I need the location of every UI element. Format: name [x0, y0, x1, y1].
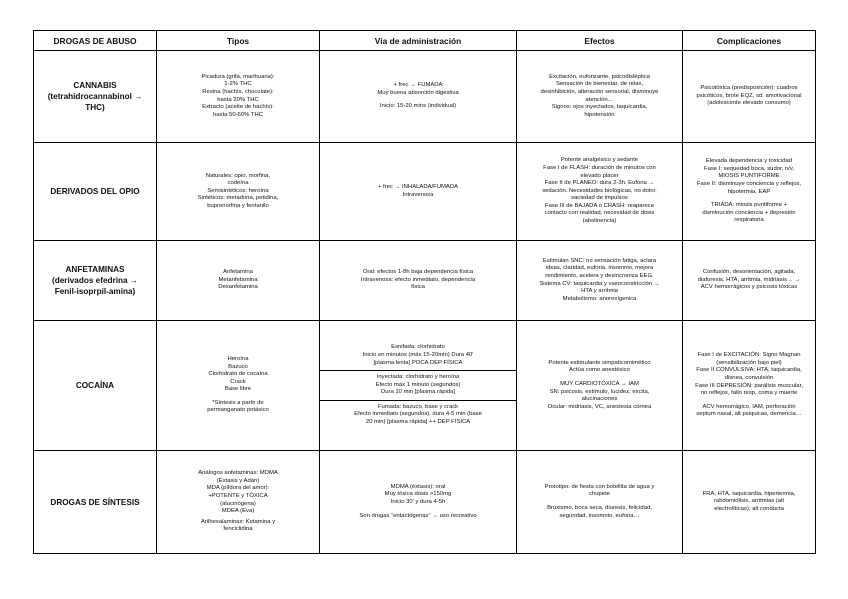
text-line: Confusión, desorientación, agitada, [702, 269, 796, 276]
route-anfetaminas [320, 241, 517, 321]
text-line: hasta 20% THC [217, 96, 259, 103]
text-line: Fase III DEPRESIÓN: parálisis muscular, [695, 382, 803, 389]
text-line: Picadura (grifa, marihuana): [201, 73, 275, 80]
text-line: Muy tóxica dosis >150mg [384, 491, 452, 498]
text-line: Ocular: midriasis, VC, anestesia córnea [547, 403, 652, 410]
text-line: + frec → FUMADA [393, 82, 443, 89]
text-line: Excitación, euforizante, psicodisléptica [549, 73, 650, 80]
text-line: seguridad, insomnio, euforia… [559, 512, 640, 519]
text-line: buprenorfina y fentanilo [207, 202, 269, 209]
text-line: física [411, 284, 425, 291]
text-line: Metabolismo: anorexígenica [562, 295, 637, 302]
text-line: disminución conciencia + depresión [702, 209, 796, 216]
text-line: Resina (hachís, chocolate): [202, 88, 274, 95]
text-line: sedación. Necesidades biológicas, no dolor, [542, 187, 657, 194]
text-line: Signos: ojos inyectados, taquicardia, [551, 104, 648, 111]
effects-opio [517, 143, 683, 241]
text-line: Prototipo: de fiesta con botellita de agua y [544, 483, 655, 490]
complications-cocaina [683, 321, 816, 451]
text-line: respiratoria [734, 217, 764, 224]
text-line: elevado placer [580, 172, 619, 179]
text-line: HTA y arritmia [581, 288, 618, 295]
text-line: MUY CARDIOTÓXICA → IAM [560, 380, 639, 387]
header-types: Tipos [157, 31, 320, 51]
text-line: (Éxtasis y Adán) [216, 477, 260, 484]
text-line: alucinaciones [581, 396, 618, 403]
text-line: (sensibilización bajo piel) [716, 359, 782, 366]
text-line: (adolescente elevado consumo) [707, 100, 791, 107]
text-line: codeína [227, 180, 249, 187]
text-line: septum nasal, alt psiquicas, demencia… [696, 411, 802, 418]
row-opio [34, 143, 816, 241]
route-cocaina-smoked [320, 401, 516, 430]
text-line: Psicotóxica (predisposición): cuadros [700, 85, 798, 92]
text-line: Análogos anfetaminas: MDMA [198, 470, 278, 477]
route-cannabis [320, 51, 517, 143]
text-line: Extracto (aceite de hachís): [202, 104, 274, 111]
text-line: MDEA (Eva) [221, 508, 255, 515]
text-line: Bazuco [228, 363, 248, 370]
text-line: no reflejos, fallo resp, coma y muerte [700, 390, 798, 397]
text-line: diaforesis, HTA, arritmia, midriasis… → [697, 276, 801, 283]
text-line: hipotensión [584, 111, 615, 118]
types-sintesis [157, 451, 320, 554]
drug-name-cocaina [34, 321, 157, 451]
header-route: Vía de administración [320, 31, 517, 51]
row-anfetaminas [34, 241, 816, 321]
text-line: *Síntesis a partir de [212, 399, 264, 406]
text-line: TRIADA: miosis puntiforme + [710, 202, 788, 209]
text-line: ACV hemorrágicos y psicosis tóxicas [700, 284, 798, 291]
row-cannabis [34, 51, 816, 143]
complications-anfetaminas [683, 241, 816, 321]
header-complications: Complicaciones [683, 31, 816, 51]
types-cocaina [157, 321, 320, 451]
text-line: psicóticos, brote EQZ, sd. amotivacional [696, 92, 802, 99]
header-drugs: DROGAS DE ABUSO [34, 31, 157, 51]
route-opio [320, 143, 517, 241]
types-opio [157, 143, 320, 241]
text-line: 1-2% THC [224, 81, 252, 88]
text-line: Crack [230, 378, 246, 385]
text-line: (tetrahidrocannabinol → [47, 92, 143, 101]
text-line: DERIVADOS DEL OPIO [50, 187, 140, 196]
text-line: ACV hemorrágico, IAM, perforación [702, 403, 796, 410]
types-anfetaminas [157, 241, 320, 321]
text-line: Fumada: bazuco, base y crack [377, 403, 459, 410]
text-line: Efecto máx 1 minuto (segundos) [375, 381, 461, 388]
text-line: Fase II: disminuye conciencia y reflejos, [696, 180, 802, 187]
text-line: electrolíticas), alt conducta [714, 505, 784, 512]
text-line: Estimulan SNC: no sensación fatiga, aclara [542, 257, 657, 264]
text-line: desinhibición, alteración sensorial, disminuye [540, 88, 659, 95]
text-line: Naturales: opio, morfina, [205, 172, 271, 179]
text-line: DROGAS DE SÍNTESIS [50, 497, 140, 507]
text-line: hasta 50-60% THC [213, 111, 263, 118]
text-line: Metanfetamina [218, 276, 258, 283]
text-line: [plasma lenta] POCA DEP FÍSICA [373, 359, 463, 366]
text-line: permanganato potásico [207, 407, 269, 414]
text-line: Inicio 30' y dura 4-5h [390, 499, 446, 505]
text-line: saciedad de impulsos [571, 195, 628, 202]
text-line: rabdomiólisis, arritmias (alt [713, 498, 785, 505]
effects-sintesis [517, 451, 683, 554]
text-line: Dexanfetamina [218, 284, 258, 291]
route-cocaina [320, 321, 517, 451]
types-cannabis [157, 51, 320, 143]
text-line: Sintéticos: metadona, petidina, [197, 195, 279, 202]
text-line: atención… [585, 96, 614, 103]
text-line: Bruxismo, boca seca, diuresis, felicidad, [547, 505, 652, 511]
drug-name-opio [34, 143, 157, 241]
route-cocaina-snorted [320, 341, 516, 371]
text-line: +POTENTE y TÓXICA [208, 492, 268, 499]
drug-name-cannabis [34, 51, 157, 143]
text-line: Efecto inmediato (segundos), dura 4-5 min (base [354, 411, 482, 418]
effects-anfetaminas [517, 241, 683, 321]
text-line: Heroína [227, 355, 249, 362]
row-cocaina [34, 321, 816, 451]
text-line: 20 min) [plasma rápida] ++ DEP FÍSICA [365, 419, 471, 426]
text-line: Fase II de PLANEO: dura 2-3h. Euforia → [544, 180, 655, 187]
text-line: Arilhexalaminas: Ketamina y [200, 518, 276, 525]
text-line: Son drogas “entactógenas” → uso recreativo [359, 512, 477, 519]
effects-cocaina [517, 321, 683, 451]
text-line: fenciclidina [223, 526, 253, 533]
drugs-of-abuse-table [33, 30, 816, 554]
text-line: Sensación de bienestar, de relax, [555, 81, 644, 88]
text-line: THC) [85, 103, 105, 112]
text-line: hipotermia, EAP [727, 188, 771, 195]
text-line: contacto con realidad, necesidad de dosis [544, 210, 655, 217]
text-line: Base libre [224, 386, 252, 393]
text-line: (alucinógena) [220, 500, 256, 507]
text-line: Semisintéticos: heroína [207, 187, 269, 194]
text-line: MIOSIS PUNTIFORME [718, 173, 780, 180]
text-line: Muy buena absorción digestiva [377, 89, 459, 96]
text-line: (derivados efedrina → [52, 276, 138, 285]
text-line: Potente estimulante simpaticomimético [548, 359, 651, 366]
text-line: Elevada dependencia y toxicidad [705, 158, 793, 165]
row-sintesis [34, 451, 816, 554]
text-line: Inicio: 15-20 mins (individual) [379, 103, 457, 110]
text-line: Clorhidrato de cocaína [208, 371, 268, 378]
text-line: Inicio en minutos (máx 15-20min) Dura 40' [362, 351, 474, 358]
text-line: Actúa como anestésico [569, 367, 630, 374]
text-line: (abstinencia) [582, 218, 617, 225]
header-effects: Efectos [517, 31, 683, 51]
complications-cannabis [683, 51, 816, 143]
text-line: rendimiento, acelera y desincroniza EEG. [545, 272, 654, 279]
text-line: Fase I de FLASH: duración de minutos con [543, 164, 656, 171]
complications-opio [683, 143, 816, 241]
text-line: Fase III de BAJADA o CRASH: reaparece [544, 202, 655, 209]
drug-name-anfetaminas [34, 241, 157, 321]
complications-sintesis [683, 451, 816, 554]
text-line: Potente analgésico y sedante [560, 157, 639, 164]
route-sintesis [320, 451, 517, 554]
text-line: Fase I: sequedad boca, sudor, n/v, [704, 165, 794, 172]
text-line: chupete [589, 491, 610, 498]
text-line: Sistema CV: taquicardia y vasoconstricción → [539, 280, 660, 287]
text-line: FRA, HTA, taquicardia, hipertermia, [702, 490, 796, 497]
text-line: MDMA (éxtasis): oral [390, 483, 446, 490]
route-cocaina-injected [320, 371, 516, 401]
text-line: ANFETAMINAS [65, 265, 125, 274]
text-line: Inyectada: clorhidrato y heroína [376, 374, 460, 381]
text-line: Intravenosa: efecto inmediato, dependencia [360, 276, 476, 283]
text-line: + frec → INHALADA/FUMADA [377, 183, 459, 190]
text-line: MDA (píldora del amor): [206, 485, 270, 492]
text-line: SN: psicosis, estímulo, lucidez, excita, [549, 388, 650, 395]
text-line: Intravenosa [402, 191, 434, 198]
text-line: Esnifada: clorhidrato [391, 344, 445, 351]
text-line: COCAÍNA [75, 381, 115, 390]
effects-cannabis [517, 51, 683, 143]
text-line: Anfetamina [223, 269, 253, 276]
text-line: Fenil-isoprpil-amina) [54, 287, 136, 296]
text-line: CANNABIS [73, 81, 117, 90]
text-line: ideas, claridad, euforia, insomnio, mejora [545, 265, 654, 272]
text-line: disnea, convulsión [724, 374, 774, 381]
text-line: Oral: efectos 1-8h baja dependencia física [362, 269, 474, 276]
text-line: Dura 10 min [plasma rápida] [381, 389, 455, 396]
text-line: Fase II CONVULSIVA: HTA, taquicardia, [696, 367, 802, 374]
drug-name-sintesis [34, 451, 157, 554]
text-line: Fase I de EXCITACIÓN: Signo Magnan [697, 352, 801, 359]
header-row [34, 31, 816, 51]
